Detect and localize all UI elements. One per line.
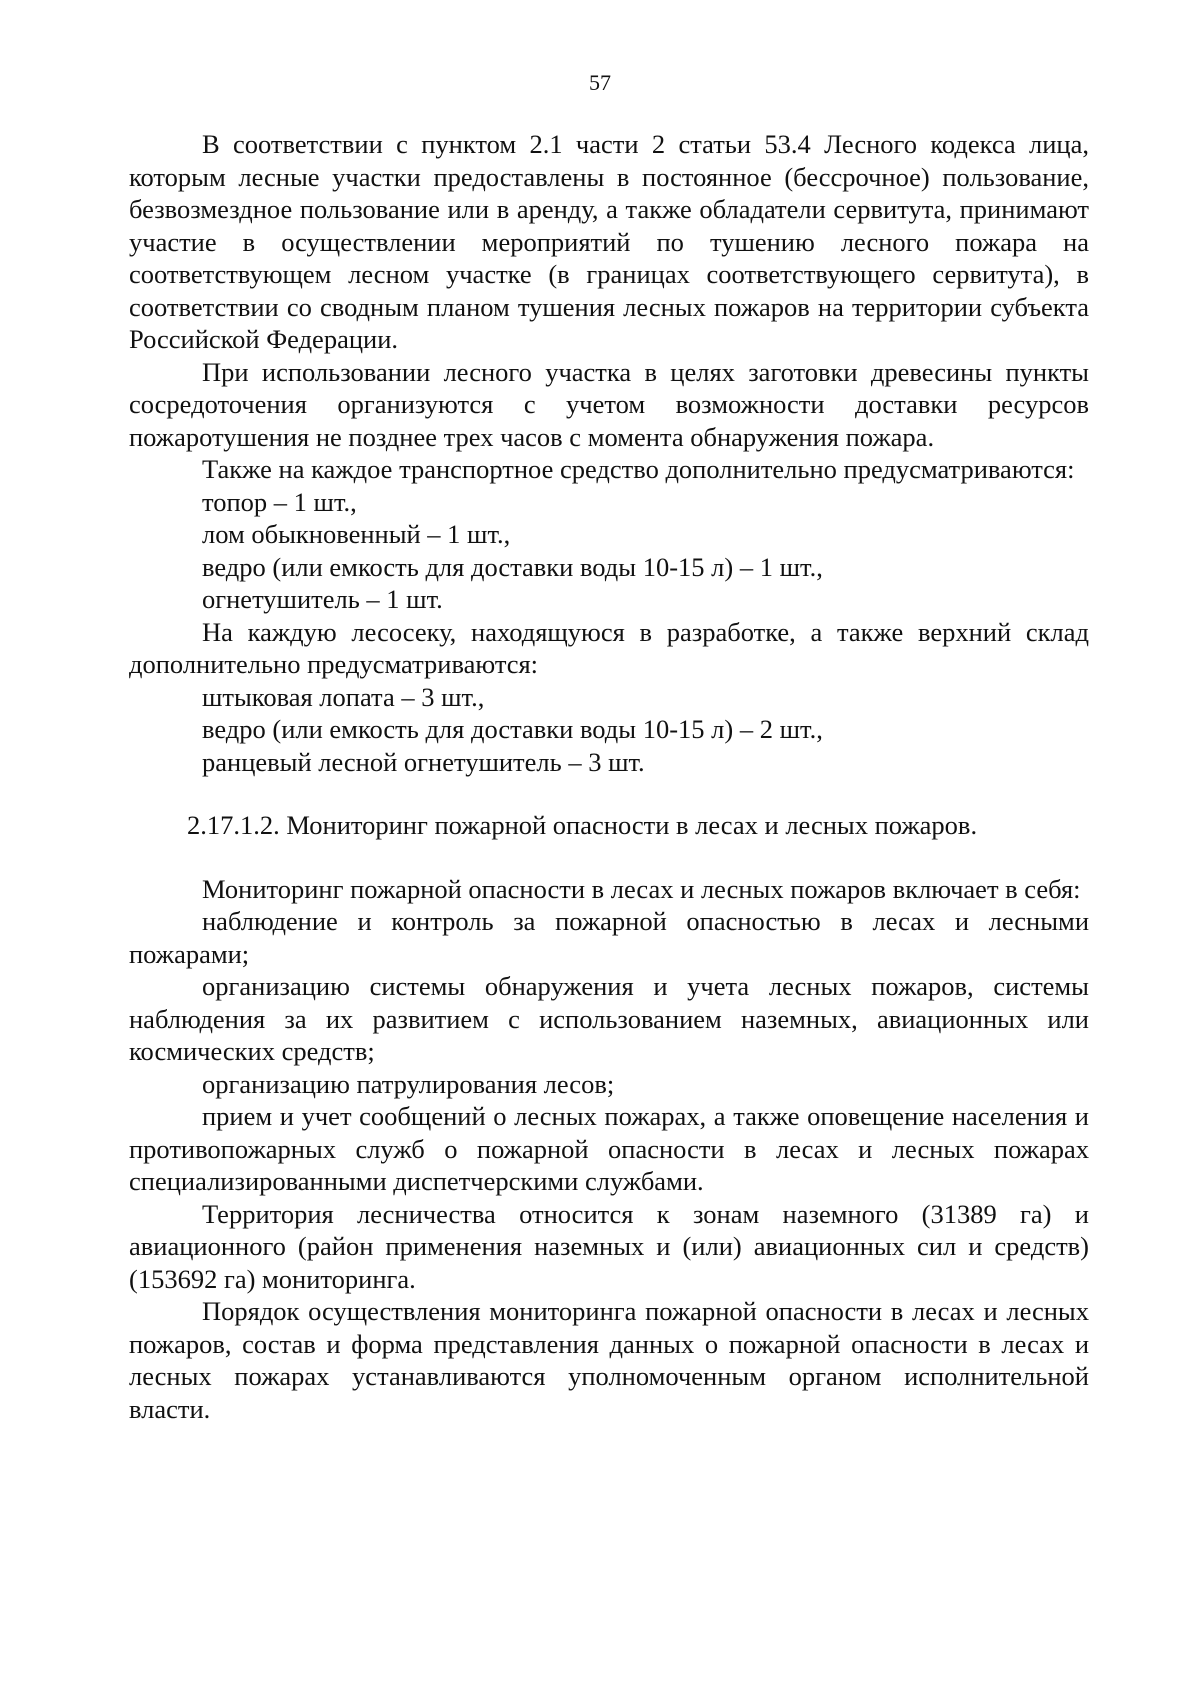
list-item: ранцевый лесной огнетушитель – 3 шт. xyxy=(202,746,645,777)
list-item: ведро (или емкость для доставки воды 10-15 л) – 1 шт., xyxy=(202,551,823,582)
paragraph-monitoring-observation: наблюдение и контроль за пожарной опасностью в лесах и лесными пожарами; xyxy=(129,906,1089,969)
paragraph-monitoring-zones: Территория лесничества относится к зонам наземного (31389 га) и авиационного (район применения наземных и (или) авиационных сил и средств) (153692 га) мониторинга. xyxy=(129,1198,1089,1294)
list-item: лом обыкновенный – 1 шт., xyxy=(202,519,511,549)
document-body xyxy=(129,128,1089,1425)
section-heading: 2.17.1.2. Мониторинг пожарной опасности в лесах и лесных пожаров. xyxy=(187,810,978,840)
paragraph-monitoring-procedure: Порядок осуществления мониторинга пожарной опасности в лесах и лесных пожаров, состав и форма представления данных о пожарной опасности в лесах и лесных пожарах устанавливаются уполномоченным органом исполнительной власти. xyxy=(129,1296,1089,1424)
page-number: 57 xyxy=(589,70,611,95)
list-item: топор – 1 шт., xyxy=(202,486,357,517)
paragraph-monitoring-patrol: организацию патрулирования лесов; xyxy=(202,1068,615,1099)
paragraph-cutting-area: На каждую лесосеку, находящуюся в разработке, а также верхний склад дополнительно предусматриваются: xyxy=(129,616,1089,679)
list-item: ведро (или емкость для доставки воды 10-15 л) – 2 шт., xyxy=(202,714,823,744)
list-item: штыковая лопата – 3 шт., xyxy=(202,681,485,712)
paragraph-monitoring-reports: прием и учет сообщений о лесных пожарах, а также оповещение населения и противопожарных служб о пожарной опасности в лесах и лесных пожарах специализированными диспетчерскими службами. xyxy=(129,1101,1089,1196)
list-item: огнетушитель – 1 шт. xyxy=(202,584,443,614)
paragraph-concentration-points: При использовании лесного участка в целях заготовки древесины пункты сосредоточения организуются с учетом возможности доставки ресурсов пожаротушения не позднее трех часов с момента обнаружения пожара. xyxy=(129,356,1089,452)
paragraph-forest-code: В соответствии с пунктом 2.1 части 2 статьи 53.4 Лесного кодекса лица, которым лесные участки предоставлены в постоянное (бессрочное) пользование, безвозмездное пользование или в аренду, а также обладатели сервитута, принимают участие в осуществлении мероприятий по тушению лесного пожара на соответствующем лесном участке (в границах соответствующего сервитута), в соответствии со сводным планом тушения лесных пожаров на территории субъекта Российской Федерации. xyxy=(129,129,1089,354)
paragraph-vehicle-equipment: Также на каждое транспортное средство дополнительно предусматриваются: xyxy=(202,454,1075,484)
paragraph-monitoring-detection: организацию системы обнаружения и учета лесных пожаров, системы наблюдения за их развитием с использованием наземных, авиационных или космических средств; xyxy=(129,971,1089,1066)
paragraph-monitoring-intro: Мониторинг пожарной опасности в лесах и лесных пожаров включает в себя: xyxy=(202,873,1081,904)
